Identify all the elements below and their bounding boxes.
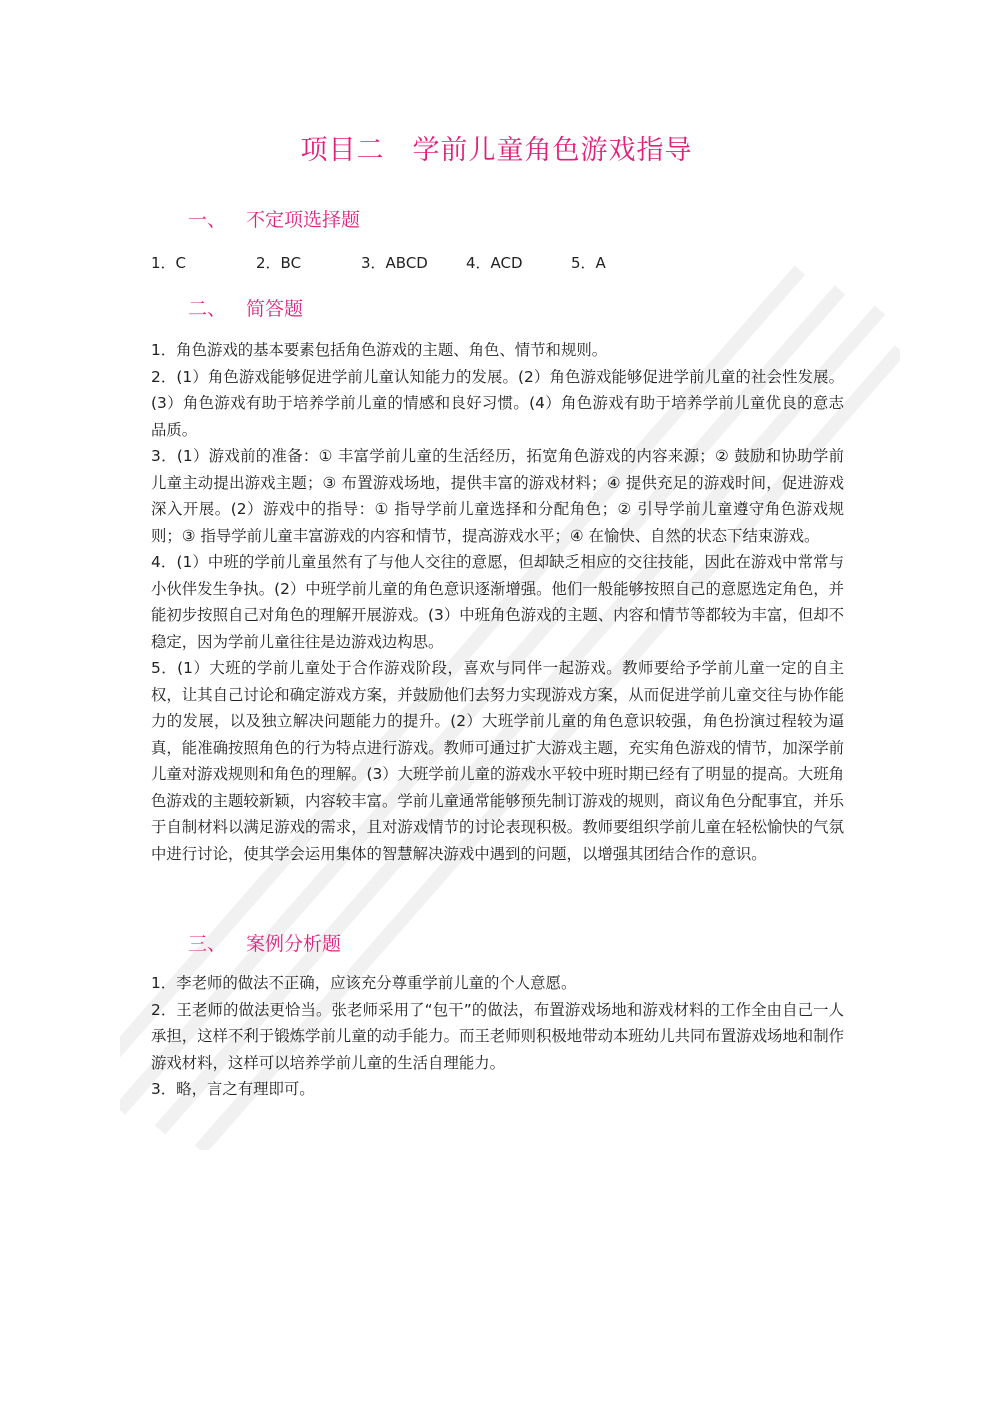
section-heading-case	[188, 929, 341, 956]
paragraph: 1．角色游戏的基本要素包括角色游戏的主题、角色、情节和规则。	[151, 341, 608, 359]
section-number: 二、	[188, 298, 227, 320]
paragraph: 2．王老师的做法更恰当。张老师采用了“包干”的做法，布置游戏场地和游戏材料的工作全由自己一人承担，这样不利于锻炼学前儿童的动手能力。而王老师则积极地带动本班幼儿共同布置游戏场地和制作游戏材料，这样可以培养学前儿童的生活自理能力。	[151, 1000, 844, 1072]
paragraph: 5．(1）大班的学前儿童处于合作游戏阶段，喜欢与同伴一起游戏。教师要给予学前儿童一定的自主权，让其自己讨论和确定游戏方案，并鼓励他们去努力实现游戏方案，从而促进学前儿童交往与协作能力的发展，以及独立解决问题能力的提升。(2）大班学前儿童的角色意识较强，角色扮演过程较为逼真，能准确按照角色的行为特点进行游戏。教师可通过扩大游戏主题，充实角色游戏的情节，加深学前儿童对游戏规则和角色的理解。(3）大班学前儿童的游戏水平较中班时期已经有了明显的提高。大班角色游戏的主题较新颖，内容较丰富。学前儿童通常能够预先制订游戏的规则，商议角色分配事宜，并乐于自制材料以满足游戏的需求，且对游戏情节的讨论表现积极。教师要组织学前儿童在轻松愉快的气氛中进行讨论，使其学会运用集体的智慧解决游戏中遇到的问题，以增强其团结合作的意识。	[151, 659, 844, 863]
case-answer-block	[151, 970, 844, 1103]
short-answer-block	[151, 337, 844, 867]
answer-item: 5．A	[571, 254, 606, 272]
paragraph: 1．李老师的做法不正确，应该充分尊重学前儿童的个人意愿。	[151, 974, 577, 992]
answer-item: 2．BC	[256, 254, 302, 272]
answer-item: 4．ACD	[466, 254, 523, 272]
section-number: 三、	[188, 933, 227, 955]
section-number: 一、	[188, 209, 227, 231]
paragraph: 3．略，言之有理即可。	[151, 1080, 315, 1098]
answer-item: 1．C	[151, 254, 187, 272]
section-title: 简答题	[246, 298, 304, 320]
paragraph: 2．(1）角色游戏能够促进学前儿童认知能力的发展。(2）角色游戏能够促进学前儿童的社会性发展。(3）角色游戏有助于培养学前儿童的情感和良好习惯。(4）角色游戏有助于培养学前儿童优良的意志品质。	[151, 367, 844, 439]
choice-answers	[151, 252, 631, 273]
section-heading-short	[188, 294, 303, 321]
section-title: 不定项选择题	[246, 209, 361, 231]
section-title: 案例分析题	[246, 933, 342, 955]
page-title: 项目二 学前儿童角色游戏指导	[300, 135, 693, 166]
paragraph: 3．(1）游戏前的准备：① 丰富学前儿童的生活经历，拓宽角色游戏的内容来源；② 鼓励和协助学前儿童主动提出游戏主题；③ 布置游戏场地，提供丰富的游戏材料；④ 提供充足的游戏时间，促进游戏深入开展。(2）游戏中的指导：① 指导学前儿童选择和分配角色；② 引导学前儿童遵守角色游戏规则；③ 指导学前儿童丰富游戏的内容和情节，提高游戏水平；④ 在愉快、自然的状态下结束游戏。	[151, 447, 844, 545]
answer-item: 3．ABCD	[361, 254, 428, 272]
section-heading-choice	[188, 205, 360, 232]
paragraph: 4．(1）中班的学前儿童虽然有了与他人交往的意愿，但却缺乏相应的交往技能，因此在游戏中常常与小伙伴发生争执。(2）中班学前儿童的角色意识逐渐增强。他们一般能够按照自己的意愿选定角色，并能初步按照自己对角色的理解开展游戏。(3）中班角色游戏的主题、内容和情节等都较为丰富，但却不稳定，因为学前儿童往往是边游戏边构思。	[151, 553, 844, 651]
